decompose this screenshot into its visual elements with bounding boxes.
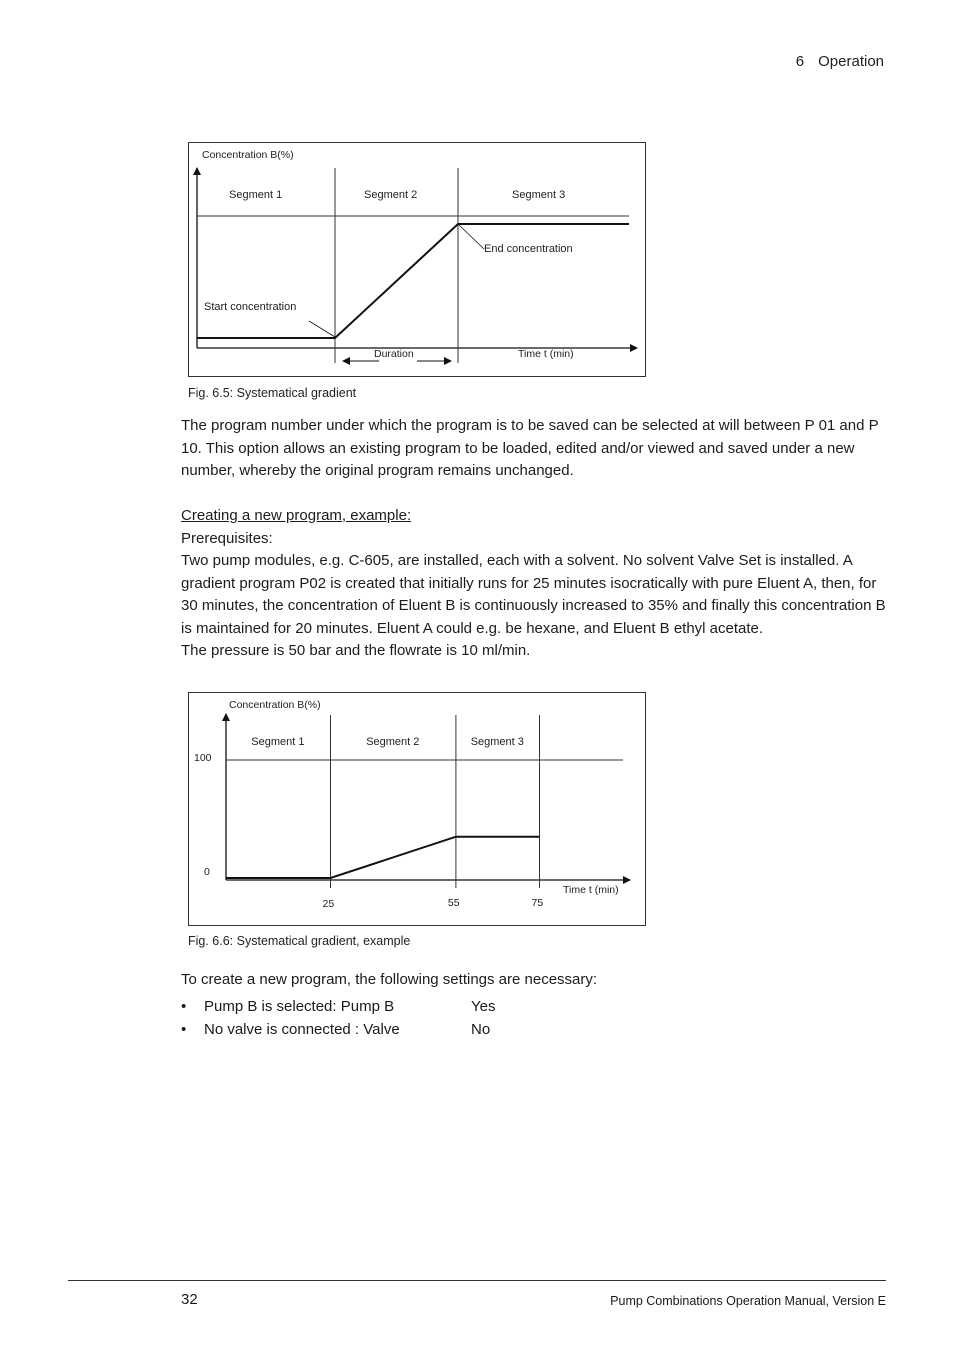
bullet: • [181, 1020, 187, 1038]
setting-value: Yes [471, 998, 496, 1015]
x-tick-label: 55 [447, 897, 460, 909]
example-description: Two pump modules, e.g. C-605, are installed, each with a solvent. No solvent Valve Set is installed. A gradient program P02 is created that initially runs for 25 minutes isocratically with pure Eluent A, then, for 30 minutes, the concentration of Eluent B is continuously increased to 35% and finally this concentration B is maintained for 20 minutes. Eluent A could e.g. be hexane, and Eluent B ethyl acetate. [181, 552, 886, 637]
list-item [181, 1019, 495, 1042]
example-heading: Creating a new program, example: [181, 507, 412, 524]
figure-caption: Fig. 6.5: Systematical gradient [188, 386, 357, 400]
segment-2-label: Segment 2 [364, 189, 418, 201]
pressure-flowrate-text: The pressure is 50 bar and the flowrate is 10 ml/min. [181, 642, 531, 659]
figure-systematical-gradient [188, 142, 646, 377]
setting-label: Pump B is selected: Pump B [204, 998, 395, 1015]
x-tick-label: 75 [531, 897, 544, 909]
setting-value: No [471, 1020, 491, 1038]
example-section [181, 505, 887, 663]
running-header [796, 53, 884, 70]
figure-gradient-example [188, 692, 646, 926]
settings-list [181, 996, 495, 1041]
gradient-example-chart [189, 693, 645, 925]
document-title: Pump Combinations Operation Manual, Version E [610, 1294, 886, 1308]
bullet: • [181, 998, 187, 1015]
setting-label: No valve is connected : Valve [204, 1020, 400, 1038]
y-tick-0: 0 [204, 866, 210, 878]
chapter-number: 6 [795, 53, 805, 70]
start-concentration-label: Start concentration [204, 301, 297, 313]
segment-3-label: Segment 3 [512, 189, 566, 201]
page-number: 32 [181, 1291, 198, 1308]
x-axis-label: Time t (min) [518, 348, 574, 360]
settings-intro: To create a new program, the following settings are necessary: [181, 971, 598, 988]
prerequisites-label: Prerequisites: [181, 529, 273, 547]
series-line [226, 837, 540, 878]
footer-divider [68, 1280, 886, 1281]
gradient-curve [197, 224, 629, 338]
segment-label: Segment 1 [251, 736, 305, 748]
gradient-diagram [189, 143, 645, 376]
paragraph [181, 415, 887, 483]
duration-label: Duration [374, 348, 414, 360]
list-item [181, 996, 495, 1019]
chapter-title: Operation [818, 53, 884, 70]
x-tick-label: 25 [322, 898, 335, 910]
segment-1-label: Segment 1 [229, 189, 283, 201]
figure-caption: Fig. 6.6: Systematical gradient, example [188, 934, 411, 948]
segment-label: Segment 2 [366, 736, 420, 748]
paragraph [181, 969, 887, 992]
x-axis-label: Time t (min) [563, 884, 619, 896]
segment-label: Segment 3 [470, 736, 524, 748]
paragraph-program-number: The program number under which the program is to be saved can be selected at will between P 01 and P 10. This option allows an existing program to be loaded, edited and/or viewed and saved under a new number, whereby the original program remains unchanged. [181, 417, 879, 479]
end-concentration-label: End concentration [484, 243, 573, 255]
y-axis-label: Concentration B(%) [202, 149, 294, 161]
y-tick-100: 100 [194, 752, 212, 764]
y-axis-label: Concentration B(%) [229, 699, 321, 711]
